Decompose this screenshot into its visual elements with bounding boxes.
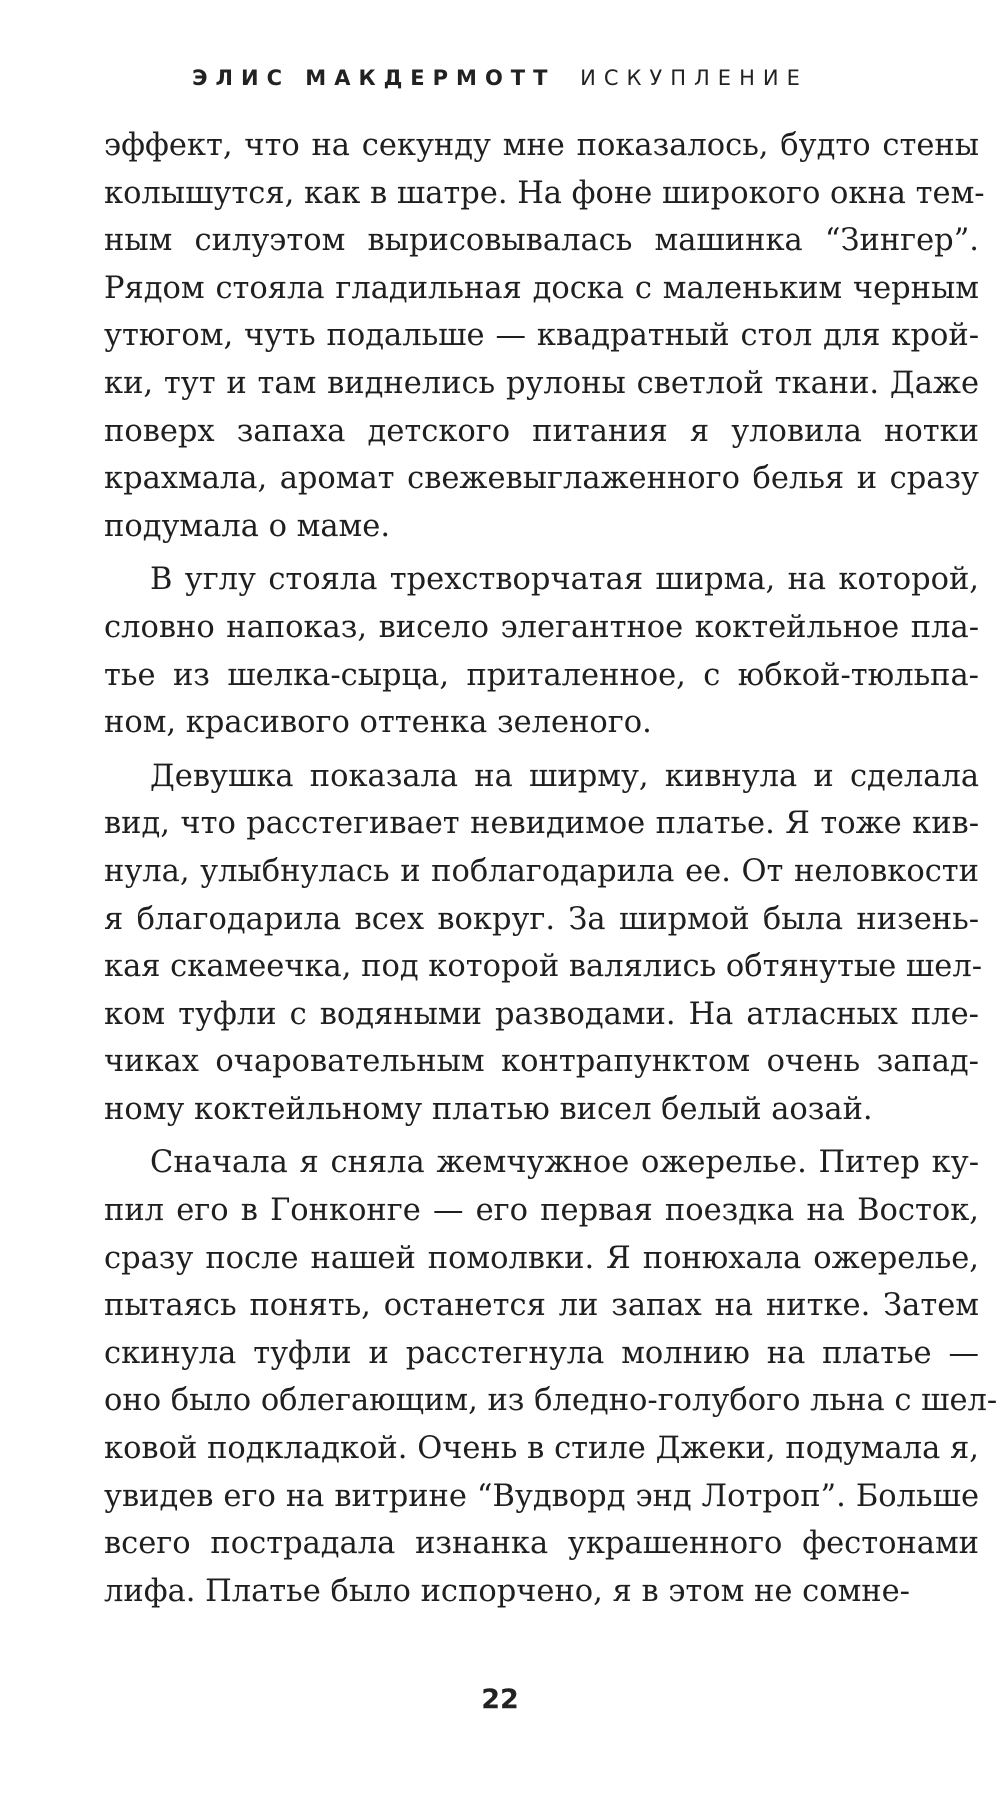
text-line: вид, что расстегивает невидимое платье. Я тоже кив- xyxy=(104,806,979,842)
paragraph xyxy=(104,1139,998,1615)
paragraph xyxy=(104,122,985,550)
text-line: увидев его на витрине “Вудворд энд Лотроп”. Больше xyxy=(104,1478,979,1514)
text-line: чиках очаровательным контрапунктом очень запад- xyxy=(104,1044,979,1080)
header-book-title: ИСКУПЛЕНИЕ xyxy=(580,66,808,90)
text-line: В углу стояла трехстворчатая ширма, на которой, xyxy=(150,562,979,598)
body-text xyxy=(104,122,998,1615)
text-line: пытаясь понять, останется ли запах на нитке. Затем xyxy=(104,1288,979,1324)
text-line: пил его в Гонконге — его первая поездка на Восток, xyxy=(104,1193,979,1229)
text-line: сразу после нашей помолвки. Я понюхала ожерелье, xyxy=(104,1240,979,1276)
text-line: нула, улыбнулась и поблагодарила ее. От неловкости xyxy=(104,853,979,889)
text-line: ному коктейльному платью висел белый аозай. xyxy=(104,1091,873,1127)
text-line: крахмала, аромат свежевыглаженного белья и сразу xyxy=(104,461,979,497)
text-line: ки, тут и там виднелись рулоны светлой ткани. Даже xyxy=(104,365,979,401)
paragraph xyxy=(104,753,983,1134)
text-line: тье из шелка-сырца, приталенное, с юбкой-тюльпа- xyxy=(104,657,979,693)
text-line: эффект, что на секунду мне показалось, будто стены xyxy=(104,128,979,163)
text-line: ком туфли с водяными разводами. На атласных пле- xyxy=(104,996,979,1032)
page-number: 22 xyxy=(481,1684,519,1715)
text-line: скинула туфли и расстегнула молнию на платье — xyxy=(104,1335,979,1371)
paragraph xyxy=(104,556,979,746)
text-line: колышутся, как в шатре. На фоне широкого окна тем- xyxy=(104,175,985,211)
text-line: ным силуэтом вырисовывалась машинка “Зингер”. xyxy=(104,223,979,259)
text-line: ковой подкладкой. Очень в стиле Джеки, подумала я, xyxy=(104,1431,979,1467)
text-line: утюгом, чуть подальше — квадратный стол для крой- xyxy=(104,318,979,354)
text-line: Сначала я сняла жемчужное ожерелье. Питер ку- xyxy=(150,1145,979,1181)
text-line: кая скамеечка, под которой валялись обтянутые шел- xyxy=(104,949,983,985)
text-line: словно напоказ, висело элегантное коктейльное пла- xyxy=(104,609,979,645)
text-line: оно было облегающим, из бледно-голубого льна с шел- xyxy=(104,1383,998,1419)
text-line: Рядом стояла гладильная доска с маленьким черным xyxy=(104,270,979,306)
text-line: всего пострадала изнанка украшенного фестонами xyxy=(104,1526,979,1562)
text-line: Девушка показала на ширму, кивнула и сделала xyxy=(150,758,979,794)
running-header xyxy=(0,66,1000,90)
text-line: поверх запаха детского питания я уловила нотки xyxy=(104,413,979,449)
text-line: я благодарила всех вокруг. За ширмой была низень- xyxy=(104,901,979,937)
header-author: ЭЛИС МАКДЕРМОТТ xyxy=(192,66,556,90)
text-line: лифа. Платье было испорчено, я в этом не сомне- xyxy=(104,1573,910,1609)
text-line: ном, красивого оттенка зеленого. xyxy=(104,705,652,741)
text-line: подумала о маме. xyxy=(104,508,391,544)
